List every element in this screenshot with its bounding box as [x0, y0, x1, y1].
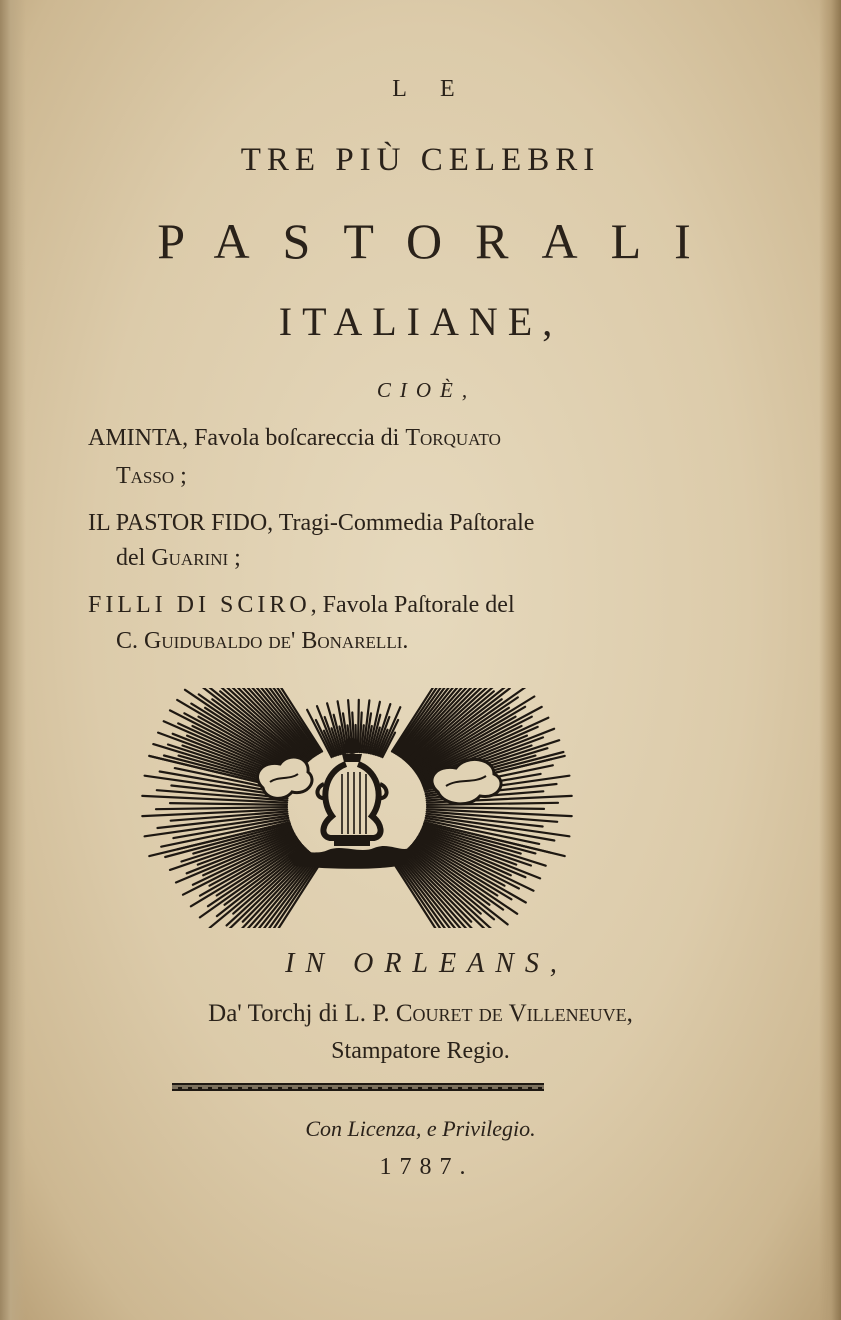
- ornament-ray: [427, 807, 544, 809]
- work-title: IL PASTOR FIDO: [88, 510, 268, 536]
- work-filli-di-sciro-line1: [88, 592, 515, 619]
- work-pastor-fido-line1: [88, 510, 534, 537]
- work-preposition: del: [116, 545, 146, 571]
- work-title: AMINTA: [88, 425, 183, 451]
- lyre-ornament-icon: [138, 688, 576, 928]
- ornament-ray: [427, 803, 558, 805]
- work-description: , Tragi-Commedia Paſtorale: [267, 510, 535, 536]
- printer-name: L. P. Couret de Villeneuve: [344, 1000, 627, 1027]
- title-pastorali: PASTORALI: [157, 213, 724, 269]
- imprint-printer-title: Stampatore Regio.: [331, 1038, 510, 1064]
- ornamental-rule: [172, 1080, 544, 1094]
- work-description: , Favola Paſtorale del: [310, 592, 515, 618]
- imprint-printer: [0, 1000, 841, 1028]
- title-cioe: CIOÈ,: [376, 378, 477, 402]
- title-tre-piu-celebri: TRE PIÙ CELEBRI: [240, 142, 601, 178]
- punctuation: ;: [234, 545, 241, 571]
- ornament-ray: [170, 803, 287, 805]
- imprint-place: IN ORLEANS,: [285, 948, 568, 979]
- work-pastor-fido-line2: [116, 545, 241, 572]
- ornament-ray: [156, 807, 287, 809]
- work-author: Guarini: [151, 545, 229, 571]
- work-aminta-line2: [116, 463, 187, 490]
- work-author: Tasso: [116, 463, 175, 489]
- work-author: C. Guidubaldo de' Bonarelli.: [116, 628, 409, 654]
- punctuation: ;: [180, 463, 187, 489]
- imprint-year: 1787.: [379, 1154, 474, 1180]
- work-filli-di-sciro-line2: [116, 628, 408, 655]
- work-title: FILLI DI SCIRO: [88, 592, 311, 618]
- printer-prefix: Da' Torchj di: [208, 1000, 339, 1027]
- work-author: Torquato: [405, 425, 501, 451]
- imprint-license: Con Licenza, e Privilegio.: [305, 1116, 536, 1141]
- punctuation: ,: [626, 1000, 633, 1027]
- title-italiane: ITALIANE,: [278, 299, 563, 344]
- title-le: L E: [392, 76, 469, 102]
- work-description: , Favola boſcareccia di: [182, 425, 400, 451]
- work-aminta-line1: [88, 425, 501, 452]
